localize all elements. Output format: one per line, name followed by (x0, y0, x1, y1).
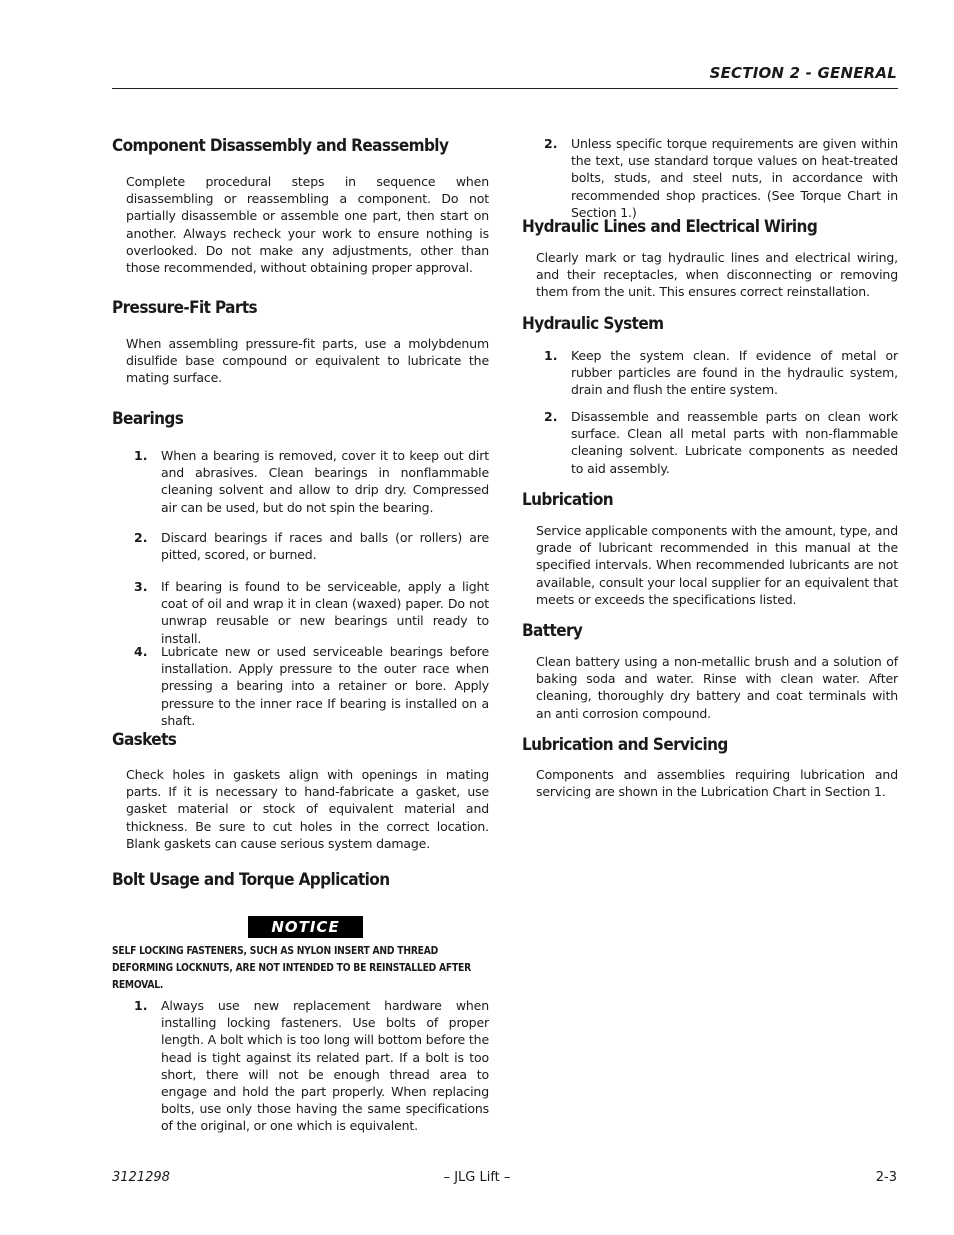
list-item (134, 643, 489, 729)
section-title: SECTION 2 - GENERAL (709, 64, 897, 82)
bolt-heading: Bolt Usage and Torque Application (112, 870, 390, 890)
item-number: 1. (134, 448, 148, 463)
item-text: Lubricate new or used serviceable bearings before installation. Apply pressure to the outer race when pressing a bearing into a retainer or bore. Apply pressure to the inner race If bearing is installed on a shaft. (161, 644, 489, 728)
list-item (134, 529, 489, 563)
pressure-heading: Pressure-Fit Parts (112, 298, 258, 318)
hydraulic-system-heading: Hydraulic System (522, 314, 664, 334)
component-heading: Component Disassembly and Reassembly (112, 136, 449, 156)
item-number: 2. (544, 409, 558, 424)
battery-text: Clean battery using a non-metallic brush and a solution of baking soda and water. Rinse with clean water. After cleaning, thoroughly dry battery and coat terminals with an anti corrosion compound. (536, 654, 898, 721)
hydraulic-lines-heading: Hydraulic Lines and Electrical Wiring (522, 217, 818, 237)
page-number: 2-3 (875, 1170, 897, 1185)
item-text: If bearing is found to be serviceable, apply a light coat of oil and wrap it in clean (waxed) paper. Do not unwrap reusable or new bearings until ready to install. (161, 579, 489, 646)
item-number: 3. (134, 579, 148, 594)
lub-servicing-heading: Lubrication and Servicing (522, 735, 728, 755)
bearings-heading: Bearings (112, 409, 184, 429)
notice-badge: NOTICE (248, 916, 363, 938)
item-number: 2. (544, 136, 558, 151)
list-item (544, 347, 898, 399)
item-text: Unless specific torque requirements are given within the text, use standard torque values on heat-treated bolts, studs, and steel nuts, in accordance with recommended shop practices. (See Torque Chart in Section 1.) (571, 136, 898, 220)
header-rule (112, 88, 898, 89)
list-item (544, 135, 898, 221)
list-item (134, 447, 489, 516)
lub-servicing-text: Components and assemblies requiring lubrication and servicing are shown in the Lubrication Chart in Section 1. (536, 767, 898, 800)
item-text: When a bearing is removed, cover it to keep out dirt and abrasives. Clean bearings in nonflammable cleaning solvent and allow to drip dry. Compressed air can be used, but do not spin the bearing. (161, 448, 489, 515)
item-text: Keep the system clean. If evidence of metal or rubber particles are found in the hydraulic system, drain and flush the entire system. (571, 348, 898, 398)
list-item (134, 997, 489, 1135)
gaskets-heading: Gaskets (112, 730, 177, 750)
gaskets-text: Check holes in gaskets align with openings in mating parts. If it is necessary to hand-fabricate a gasket, use gasket material or stock of equivalent material and thickness. Be sure to cut holes in the correct location. Blank gaskets can cause serious system damage. (126, 767, 489, 851)
notice-text: SELF LOCKING FASTENERS, SUCH AS NYLON INSERT AND THREAD DEFORMING LOCKNUTS, ARE NOT INTENDED TO BE REINSTALLED AFTER REMOVAL. (112, 946, 471, 991)
lubrication-heading: Lubrication (522, 490, 614, 510)
footer-publisher: – JLG Lift – (443, 1170, 511, 1185)
component-text: Complete procedural steps in sequence when disassembling or reassembling a component. Do not partially disassemble or assemble one part, then start on another. Always recheck your work to ensure nothing is overlooked. Do not make any adjustments, other than those recommended, without obtaining proper approval. (126, 174, 489, 276)
pressure-text: When assembling pressure-fit parts, use a molybdenum disulfide base compound or equivalent to lubricate the mating surface. (126, 336, 489, 386)
item-text: Always use new replacement hardware when installing locking fasteners. Use bolts of proper length. A bolt which is too long will bottom before the head is tight against its related part. If a bolt is too short, there will not be enough thread area to engage and hold the part properly. When replacing bolts, use only those having the same specifications of the original, or one which is equivalent. (161, 998, 489, 1134)
hydraulic-lines-text: Clearly mark or tag hydraulic lines and electrical wiring, and their receptacles, when disconnecting or removing them from the unit. This ensures correct reinstallation. (536, 250, 898, 300)
item-number: 4. (134, 644, 148, 659)
battery-heading: Battery (522, 621, 583, 641)
item-text: Disassemble and reassemble parts on clean work surface. Clean all metal parts with non-flammable cleaning solvent. Lubricate components as needed to aid assembly. (571, 409, 898, 476)
list-item (134, 578, 489, 647)
item-number: 1. (134, 998, 148, 1013)
item-number: 1. (544, 348, 558, 363)
item-number: 2. (134, 530, 148, 545)
item-text: Discard bearings if races and balls (or rollers) are pitted, scored, or burned. (161, 530, 489, 563)
doc-number: 3121298 (112, 1170, 170, 1185)
lubrication-text: Service applicable components with the amount, type, and grade of lubricant recommended in this manual at the specified intervals. When recommended lubricants are not available, consult your local supplier for an equivalent that meets or exceeds the specifications listed. (536, 523, 898, 607)
list-item (544, 408, 898, 477)
